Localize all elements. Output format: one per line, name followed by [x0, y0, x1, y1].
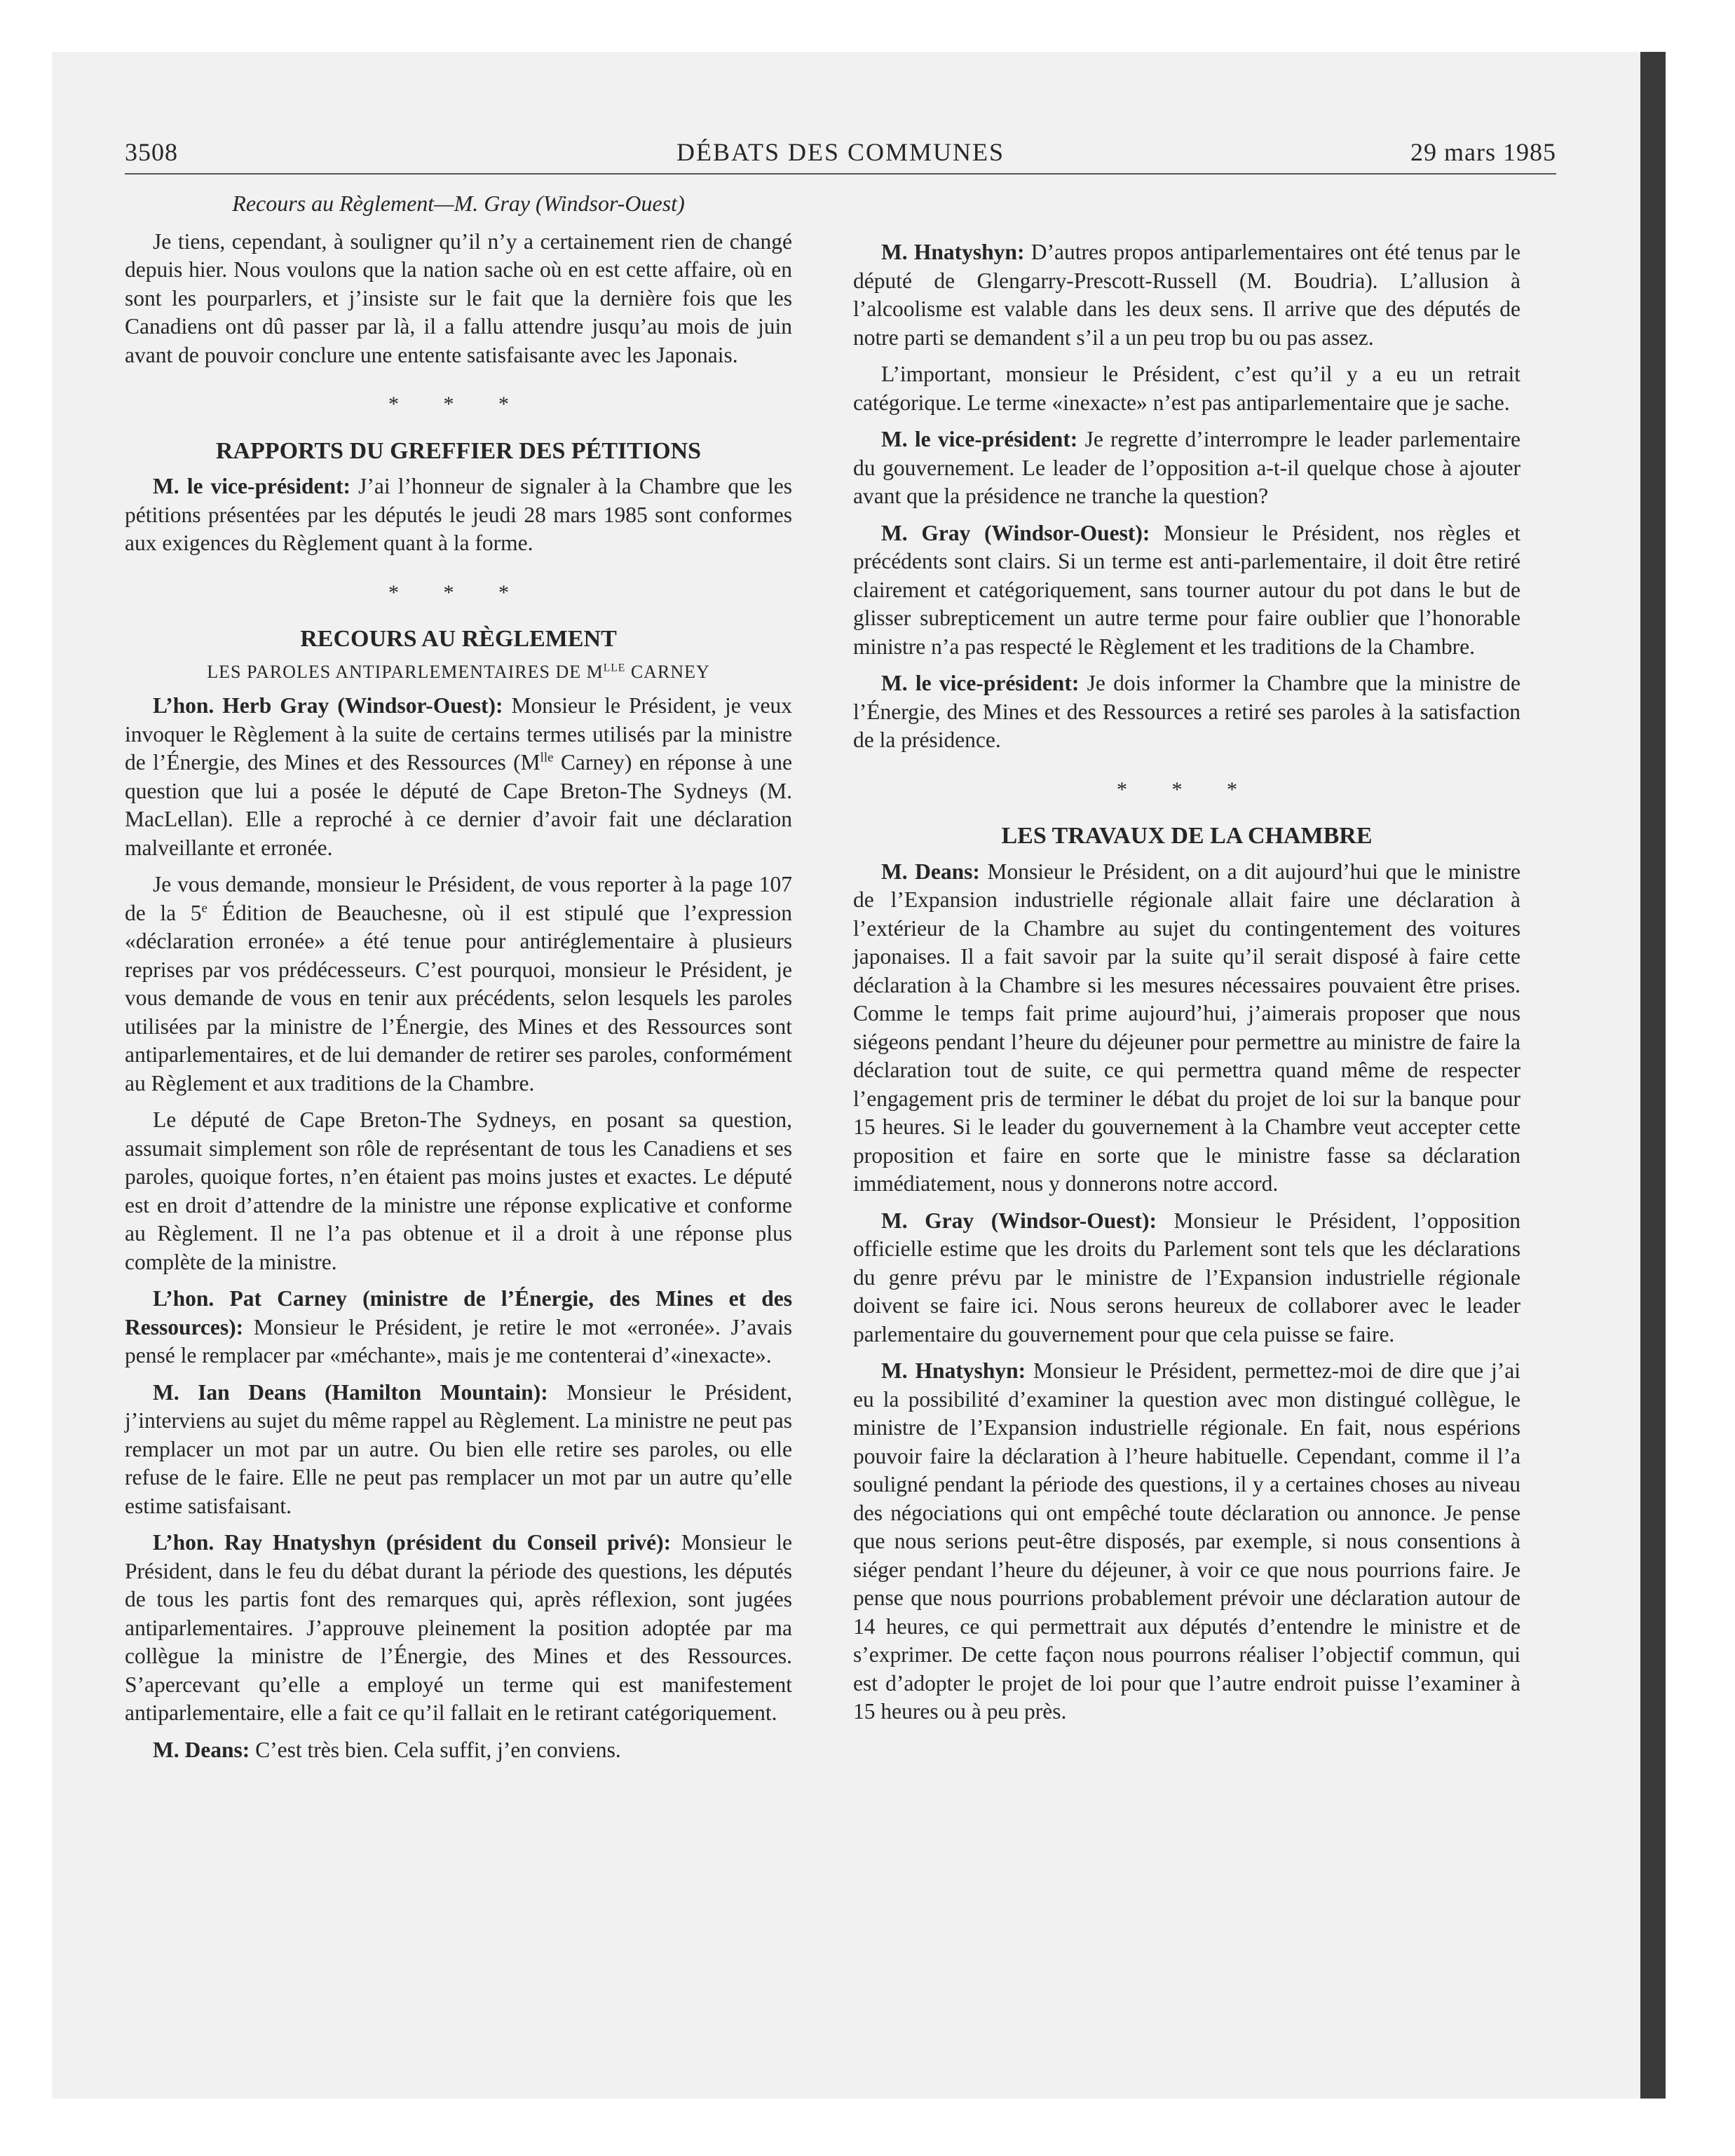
paragraph: M. Ian Deans (Hamilton Mountain): Monsieur le Président, j’interviens au sujet du même rappel au Règlement. La ministre ne peut pas remplacer un mot par un autre. Ou bien elle retire ses paroles, ou elle refuse de le faire. Elle ne peut pas remplacer un mot par un autre qu’elle estime satisfaisant.: [125, 1379, 792, 1518]
header-rule: [125, 173, 1556, 175]
paragraph: L’important, monsieur le Président, c’est qu’il y a eu un retrait catégorique. Le terme «inexacte» n’est pas antiparlementaire que je sache.: [853, 362, 1520, 415]
section-heading: RAPPORTS DU GREFFIER DES PÉTITIONS: [215, 437, 702, 464]
paragraph: L’hon. Pat Carney (ministre de l’Énergie, des Mines et des Ressources): Monsieur le Président, je retire le mot «erronée». J’avais pensé le remplacer par «méchante», mais je me contenterai d’«inexacte».: [125, 1286, 793, 1367]
section-subheading: LES PAROLES ANTIPARLEMENTAIRES DE $M^{LLE}$ CARNEY: [207, 661, 710, 682]
running-head: Recours au Règlement—M. Gray (Windsor-Ouest): [232, 191, 685, 216]
paragraph: L’hon. Herb Gray (Windsor-Ouest): Monsieur le Président, je veux invoquer le Règlement à la suite de certains termes utilisés par la ministre de l’Énergie, des Mines et des Ressources ($M^{lle}$ Carney) en réponse à une question que lui a posée le député de Cape Breton-The Sydneys (M. MacLellan). Elle a reproché à ce dernier d’avoir fait une déclaration malveillante et erronée.: [125, 693, 793, 860]
speaker-name: M. le vice-président:: [881, 671, 1080, 695]
right-column: [853, 238, 1520, 1735]
speaker-name: M. Gray (Windsor-Ouest):: [881, 1208, 1157, 1233]
section-separator: * * *: [1117, 777, 1257, 801]
section-separator: * * *: [388, 580, 529, 604]
paragraph: M. le vice-président: Je dois informer la Chambre que la ministre de l’Énergie, des Mines et des Ressources a retiré ses paroles à la satisfaction de la présidence.: [853, 671, 1520, 752]
paragraph: M. Deans: Monsieur le Président, on a dit aujourd’hui que le ministre de l’Expansion industrielle régionale allait faire une déclaration à l’extérieur de la Chambre au sujet du contingentement des voitures japonaises. Il a fait savoir par la suite qu’il serait disposé à faire cette déclaration à la Chambre si les mesures nécessaires pouvaient être prises. Comme le temps fait prime aujourd’hui, j’aimerais proposer que nous siégeons pendant l’heure du déjeuner pour permettre au ministre de faire la déclaration tout de suite, ce qui permettra quand même de respecter l’engagement pris de terminer le débat du projet de loi sur la banque pour 15 heures. Si le leader du gouvernement à la Chambre veut accepter cette proposition et faire en sorte que le ministre fasse sa déclaration immédiatement, nous y donnerons notre accord.: [853, 859, 1520, 1196]
speaker-name: M. le vice-président:: [881, 427, 1078, 451]
page-date: 29 mars 1985: [1410, 138, 1556, 166]
speaker-name: L’hon. Herb Gray (Windsor-Ouest):: [153, 693, 503, 718]
paragraph: M. Deans: C’est très bien. Cela suffit, j’en conviens.: [153, 1737, 621, 1762]
section-heading: RECOURS AU RÈGLEMENT: [300, 626, 617, 652]
section-separator: * * *: [388, 393, 529, 416]
speaker-name: M. Deans:: [153, 1737, 250, 1762]
paragraph: M. Gray (Windsor-Ouest): Monsieur le Président, l’opposition officielle estime que les droits du Parlement sont tels que les déclarations du genre prévu par le ministre de l’Expansion industrielle régionale doivent se faire ici. Nous serons heureux de collaborer avec le leader parlementaire du gouvernement pour que cela puisse se faire.: [853, 1208, 1521, 1346]
speaker-name: L’hon. Pat Carney (ministre de l’Énergie, des Mines et des Ressources):: [125, 1286, 792, 1339]
speaker-name: M. Ian Deans (Hamilton Mountain):: [153, 1379, 548, 1405]
speech-text: J’ai l’honneur de signaler à la Chambre que les pétitions présentées par les députés le jeudi 28 mars 1985 sont conformes aux exigences du Règlement quant à la forme.: [125, 474, 792, 555]
paragraph: M. Gray (Windsor-Ouest): Monsieur le Président, nos règles et précédents sont clairs. Si un terme est anti-parlementaire, il doit être retiré clairement et catégoriquement, sans tourner autour du pot dans le but de glisser subrepticement un autre terme pour faire oublier que l’honorable ministre n’a pas respecté le Règlement et les traditions de la Chambre.: [853, 520, 1520, 659]
paragraph: M. Hnatyshyn: Monsieur le Président, permettez-moi de dire que j’ai eu la possibilité d’examiner la question avec mon distingué collègue, le ministre de l’Expansion industrielle régionale. En fait, nous espérions pouvoir faire la déclaration à l’heure habituelle. Cependant, comme il l’a souligné pendant la période des questions, il y a certaines choses au niveau des négociations qui ont empêché toute déclaration ou annonce. Je pense que nous serions peut-être disposés, par exemple, si nous consentions à siéger pendant l’heure du déjeuner, à voir ce que nous pourrions faire. Je pense que nous pourrions probablement prévoir une déclaration autour de 14 heures, ce qui permettrait aux députés d’entendre le ministre et de s’exprimer. De cette façon nous pourrons réaliser l’objectif commun, qui est d’adopter le projet de loi pour que l’autre endroit puisse l’examiner à 15 heures ou à peu près.: [853, 1358, 1520, 1724]
paragraph: [125, 472, 792, 558]
paragraph: Le député de Cape Breton-The Sydneys, en posant sa question, assumait simplement son rôle de représentant de tous les Canadiens et ses paroles, quoique fortes, n’en étaient pas moins justes et exactes. Le député est en droit d’attendre de la ministre une réponse explicative et conforme au Règlement. Il ne l’a pas obtenue et il a droit à une réponse plus complète de la ministre.: [125, 1107, 792, 1274]
publication-title: DÉBATS DES COMMUNES: [676, 138, 1005, 166]
page-number: 3508: [125, 138, 178, 166]
section-heading: LES TRAVAUX DE LA CHAMBRE: [1001, 823, 1373, 849]
paragraph: Je tiens, cependant, à souligner qu’il n’y a certainement rien de changé depuis hier. Nous voulons que la nation sache où en est cette affaire, où en sont les pourparlers, et j’insiste sur le fait que la dernière fois que les Canadiens ont dû passer par là, il a fallu attendre jusqu’au mois de juin avant de pouvoir conclure une entente satisfaisante avec les Japonais.: [125, 228, 792, 367]
speaker-name: M. Deans:: [881, 859, 980, 884]
speaker-name: M. Hnatyshyn:: [881, 240, 1025, 264]
speaker-name: M. Gray (Windsor-Ouest):: [881, 520, 1150, 545]
speaker-name: M. le vice-président:: [153, 474, 351, 498]
left-column: [125, 189, 792, 1773]
speaker-name: L’hon. Ray Hnatyshyn (président du Conseil privé):: [153, 1530, 672, 1555]
paragraph: Je vous demande, monsieur le Président, de vous reporter à la page 107 de la 5e Édition de Beauchesne, où il est stipulé que l’expression «déclaration erronée» a été tenue pour antiréglementaire à plusieurs reprises par vos prédécesseurs. C’est pourquoi, monsieur le Président, je vous demande de vous en tenir aux précédents, selon lesquels les paroles utilisées par la ministre de l’Énergie, des Mines et des Ressources sont antiparlementaires, et de lui demander de retirer ses paroles, conformément au Règlement et aux traditions de la Chambre.: [125, 872, 793, 1096]
scan-edge-shadow: [1640, 52, 1666, 2099]
paragraph: L’hon. Ray Hnatyshyn (président du Conseil privé): Monsieur le Président, dans le feu du débat durant la période des questions, les députés de tous les partis font des remarques qui, après réflexion, sont jugées antiparlementaires. J’approuve pleinement la position adoptée par ma collègue la ministre de l’Énergie, des Mines et des Ressources. S’apercevant qu’elle a employé un terme qui est manifestement antiparlementaire, elle a fait ce qu’il fallait en le retirant catégoriquement.: [125, 1530, 792, 1725]
paragraph: M. le vice-président: Je regrette d’interrompre le leader parlementaire du gouvernement. Le leader de l’opposition a-t-il quelque chose à ajouter avant que la présidence ne tranche la question?: [853, 427, 1520, 508]
speaker-name: M. Hnatyshyn:: [881, 1358, 1026, 1383]
paragraph: M. Hnatyshyn: D’autres propos antiparlementaires ont été tenus par le député de Glengarry-Prescott-Russell (M. Boudria). L’allusion à l’alcoolisme est valable dans les deux sens. Il arrive que des députés de notre parti se demandent s’il a un peu trop bu ou pas assez.: [853, 240, 1521, 350]
